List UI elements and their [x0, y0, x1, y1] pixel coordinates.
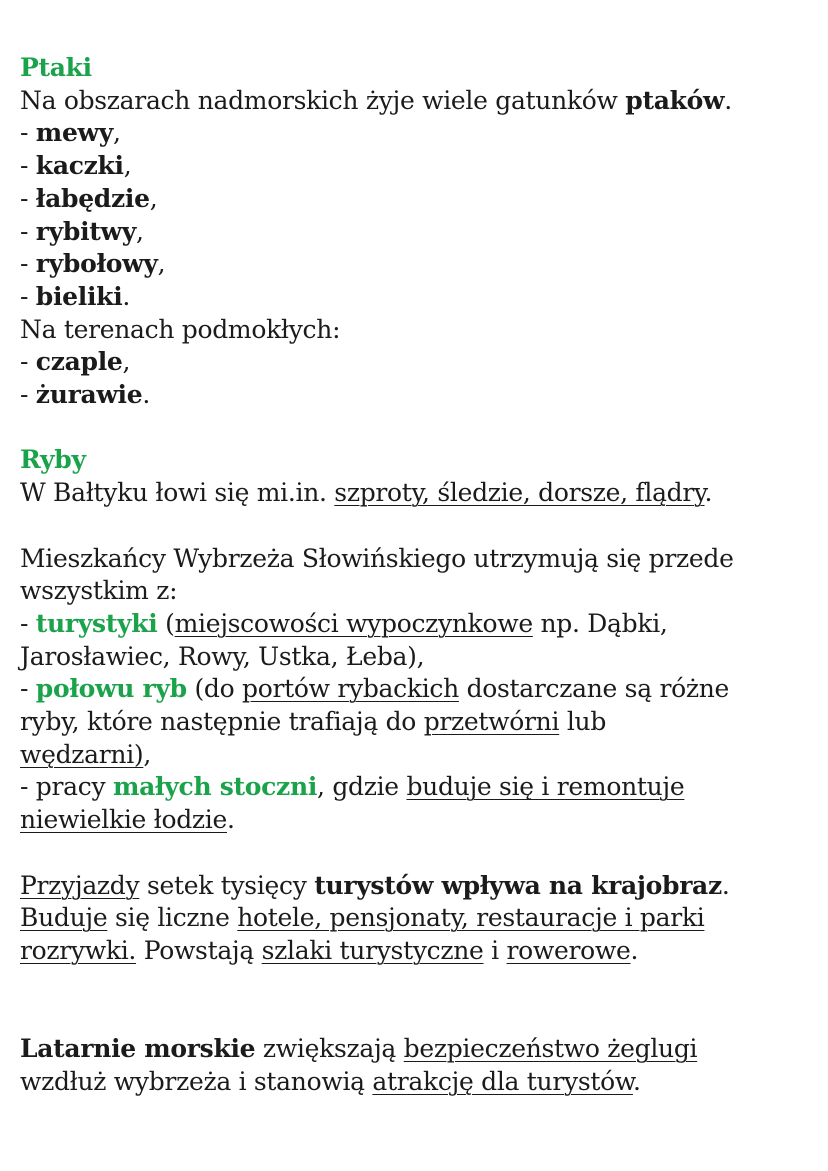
tourists-line-1	[20, 870, 820, 903]
list-dash: -	[20, 347, 36, 377]
shipyards-label: małych stoczni	[112, 772, 318, 802]
fish-list: szproty, śledzie, dorsze, flądry	[334, 478, 705, 508]
bird-name: żurawie	[35, 380, 143, 410]
list-item	[20, 216, 820, 249]
spacer	[20, 510, 820, 543]
wetlands-intro: Na terenach podmokłych:	[20, 314, 341, 344]
tourists-line-2	[20, 902, 820, 935]
fishing-pre: (do	[186, 674, 243, 704]
list-dash: -	[20, 608, 36, 638]
list-dash: -	[20, 249, 36, 279]
fishing-ports-phrase: portów rybackich	[242, 674, 459, 704]
lighthouses-punct: .	[632, 1066, 641, 1096]
tourists-mid1: setek tysięcy	[139, 870, 315, 900]
small-boats-phrase: niewielkie łodzie	[20, 805, 227, 835]
list-punct: ,	[157, 249, 166, 279]
list-punct: ,	[135, 216, 144, 246]
tourism-towns: Jarosławiec, Rowy, Ustka, Łeba),	[20, 641, 425, 671]
spacer	[20, 837, 820, 870]
list-dash: -	[20, 380, 36, 410]
livelihood-line-2: wszystkim z:	[20, 576, 178, 606]
shipyards-item	[20, 771, 820, 804]
section-heading-ptaki: Ptaki	[20, 53, 92, 82]
fishing-label: połowu ryb	[35, 674, 187, 704]
bird-name: mewy	[35, 118, 114, 148]
tourist-trails-phrase: szlaki turystyczne	[261, 935, 484, 965]
ptaki-intro-bold: ptaków	[625, 85, 725, 115]
resorts-phrase: miejscowości wypoczynkowe	[174, 608, 533, 638]
list-punct: .	[122, 281, 131, 311]
spacer	[20, 412, 820, 445]
spacer	[20, 968, 820, 1033]
ptaki-intro	[20, 85, 820, 118]
fishing-item	[20, 673, 820, 706]
bird-name: czaple	[35, 347, 123, 377]
hotels-phrase: hotele, pensjonaty, restauracje i parki	[237, 903, 705, 933]
list-punct: ,	[149, 183, 158, 213]
lighthouses-line-2	[20, 1066, 820, 1099]
lighthouses-mid1: zwiększają	[255, 1034, 404, 1064]
tourists-mid2: się liczne	[107, 903, 238, 933]
tourists-punct2: .	[630, 935, 639, 965]
bird-name: kaczki	[35, 151, 124, 181]
bird-name: rybitwy	[35, 216, 136, 246]
document-body	[20, 52, 820, 1098]
tourists-line-3	[20, 935, 820, 968]
list-item	[20, 117, 820, 150]
list-item	[20, 281, 820, 314]
navigation-safety-phrase: bezpieczeństwo żeglugi	[403, 1034, 698, 1064]
list-dash: -	[20, 674, 36, 704]
lighthouses-bold: Latarnie morskie	[20, 1034, 256, 1064]
shipyards-mid: , gdzie	[317, 772, 407, 802]
list-dash: -	[20, 281, 36, 311]
tourists-punct1: .	[721, 870, 730, 900]
fishing-post: dostarczane są różne	[458, 674, 730, 704]
build-repair-phrase: buduje się i remontuje	[406, 772, 685, 802]
entertainment-word: rozrywki.	[20, 935, 137, 965]
arrivals-word: Przyjazdy	[20, 870, 140, 900]
fishing-line3-punct: ,	[143, 739, 152, 769]
fishing-line-3	[20, 739, 820, 772]
list-item	[20, 346, 820, 379]
tourism-label: turystyki	[35, 608, 158, 638]
tourism-post: np. Dąbki,	[532, 608, 668, 638]
ptaki-intro-text: Na obszarach nadmorskich żyje wiele gatunków	[20, 85, 626, 115]
bird-name: rybołowy	[35, 249, 158, 279]
list-item	[20, 183, 820, 216]
tourists-bold: turystów wpływa na krajobraz	[314, 870, 722, 900]
list-punct: ,	[123, 151, 132, 181]
tourists-mid4: i	[483, 935, 507, 965]
shipyards-pre: - pracy	[20, 772, 113, 802]
list-punct: ,	[113, 118, 121, 148]
list-dash: -	[20, 216, 36, 246]
livelihood-line-1: Mieszkańcy Wybrzeża Słowińskiego utrzymują się przede	[20, 543, 734, 573]
bird-name: łabędzie	[35, 183, 150, 213]
fishing-line2-post: lub	[559, 707, 607, 737]
list-punct: .	[142, 380, 151, 410]
list-item	[20, 379, 820, 412]
ryby-text-punct: .	[704, 478, 713, 508]
list-dash: -	[20, 151, 36, 181]
processing-plants-word: przetwórni	[423, 707, 560, 737]
list-punct: ,	[122, 347, 131, 377]
fishing-line-2	[20, 706, 820, 739]
list-dash: -	[20, 118, 36, 148]
list-dash: -	[20, 183, 36, 213]
fishing-line2-pre: ryby, które następnie trafiają do	[20, 707, 424, 737]
ryby-text	[20, 477, 820, 510]
tourist-attraction-phrase: atrakcję dla turystów	[372, 1066, 633, 1096]
shipyards-line-2	[20, 804, 820, 837]
section-heading-ryby: Ryby	[20, 445, 86, 475]
tourism-item	[20, 608, 820, 641]
shipyards-punct: .	[227, 805, 235, 835]
lighthouses-line-1	[20, 1033, 820, 1066]
tourism-pre: (	[157, 608, 175, 638]
ryby-text-pre: W Bałtyku łowi się mi.in.	[20, 478, 335, 508]
list-item	[20, 150, 820, 183]
list-item	[20, 248, 820, 281]
builds-word: Buduje	[20, 903, 108, 933]
ptaki-intro-punct: .	[724, 85, 732, 115]
smokehouses-word: wędzarni)	[20, 739, 144, 769]
bike-word: rowerowe	[506, 935, 631, 965]
bird-name: bieliki	[35, 281, 123, 311]
tourists-mid3: Powstają	[136, 935, 262, 965]
lighthouses-line2-pre: wzdłuż wybrzeża i stanowią	[20, 1066, 373, 1096]
